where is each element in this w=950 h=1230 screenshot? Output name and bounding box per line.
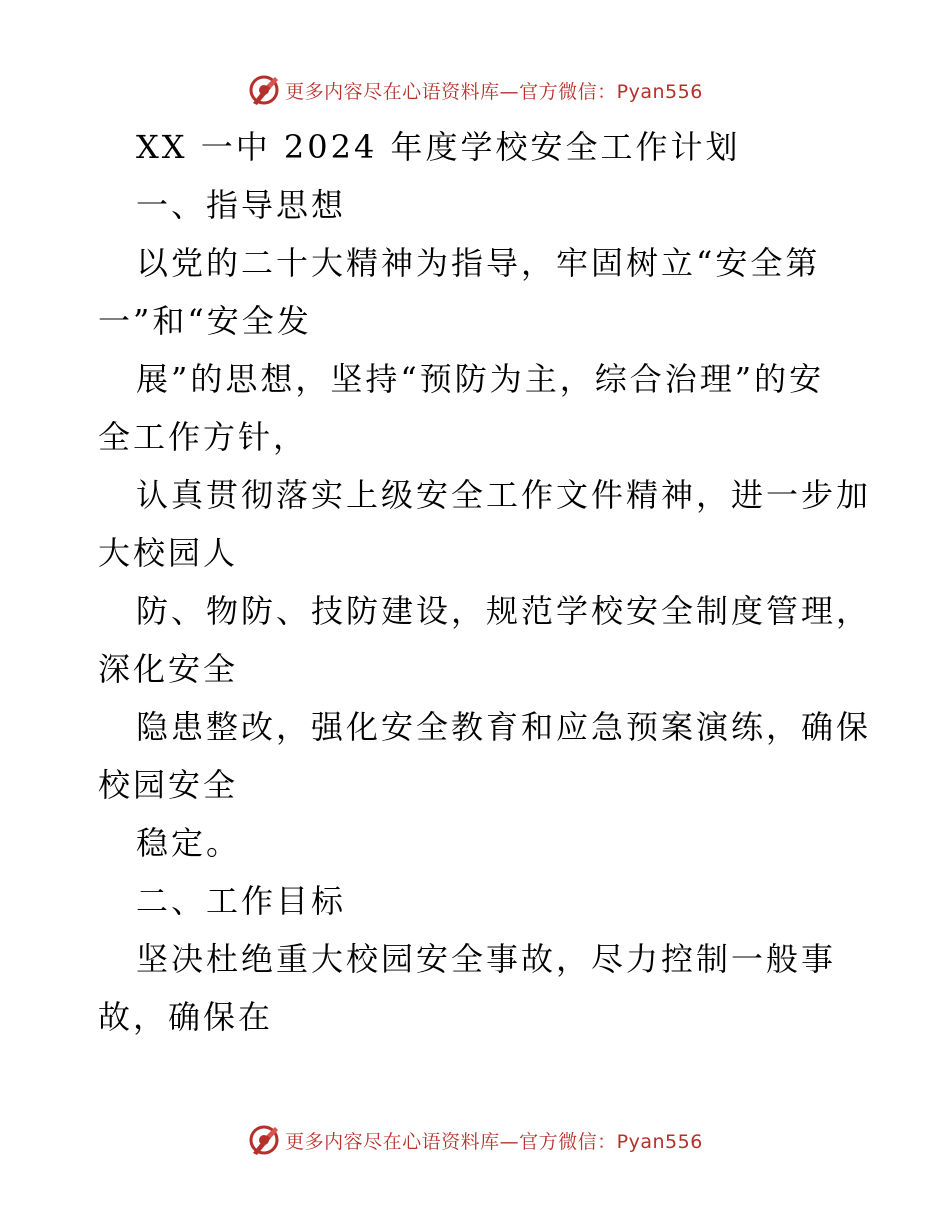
paragraph-line: 防、物防、技防建设，规范学校安全制度管理， (136, 592, 872, 630)
document-title: XX 一中 2024 年度学校安全工作计划 (136, 128, 741, 166)
document-body (98, 118, 872, 1046)
paragraph-line: 故，确保在 (98, 998, 274, 1036)
watermark-banner-bottom (0, 1120, 950, 1160)
section-heading: 二、工作目标 (136, 882, 347, 920)
paragraph-line: 坚决杜绝重大校园安全事故，尽力控制一般事 (136, 940, 837, 978)
watermark-banner-top (0, 70, 950, 110)
watermark-text-bottom: 更多内容尽在心语资料库—官方微信：Pyan556 (285, 1130, 703, 1153)
pen-logo-icon (247, 1123, 281, 1157)
paragraph-line: 深化安全 (98, 650, 239, 688)
paragraph-line: 稳定。 (136, 824, 242, 862)
paragraph-line: 认真贯彻落实上级安全工作文件精神，进一步加 (136, 476, 872, 514)
paragraph-line: 校园安全 (98, 766, 239, 804)
paragraph-line: 展”的思想，坚持“预防为主，综合治理”的安 (136, 360, 825, 398)
watermark-text-top: 更多内容尽在心语资料库—官方微信：Pyan556 (285, 80, 703, 103)
paragraph-line: 以党的二十大精神为指导，牢固树立“安全第 (136, 244, 821, 282)
paragraph-line: 全工作方针， (98, 418, 309, 456)
paragraph-line: 大校园人 (98, 534, 239, 572)
pen-logo-icon (247, 73, 281, 107)
paragraph-line: 隐患整改，强化安全教育和应急预案演练，确保 (136, 708, 872, 746)
section-heading: 一、指导思想 (136, 186, 347, 224)
paragraph-line: 一”和“安全发 (98, 302, 312, 340)
